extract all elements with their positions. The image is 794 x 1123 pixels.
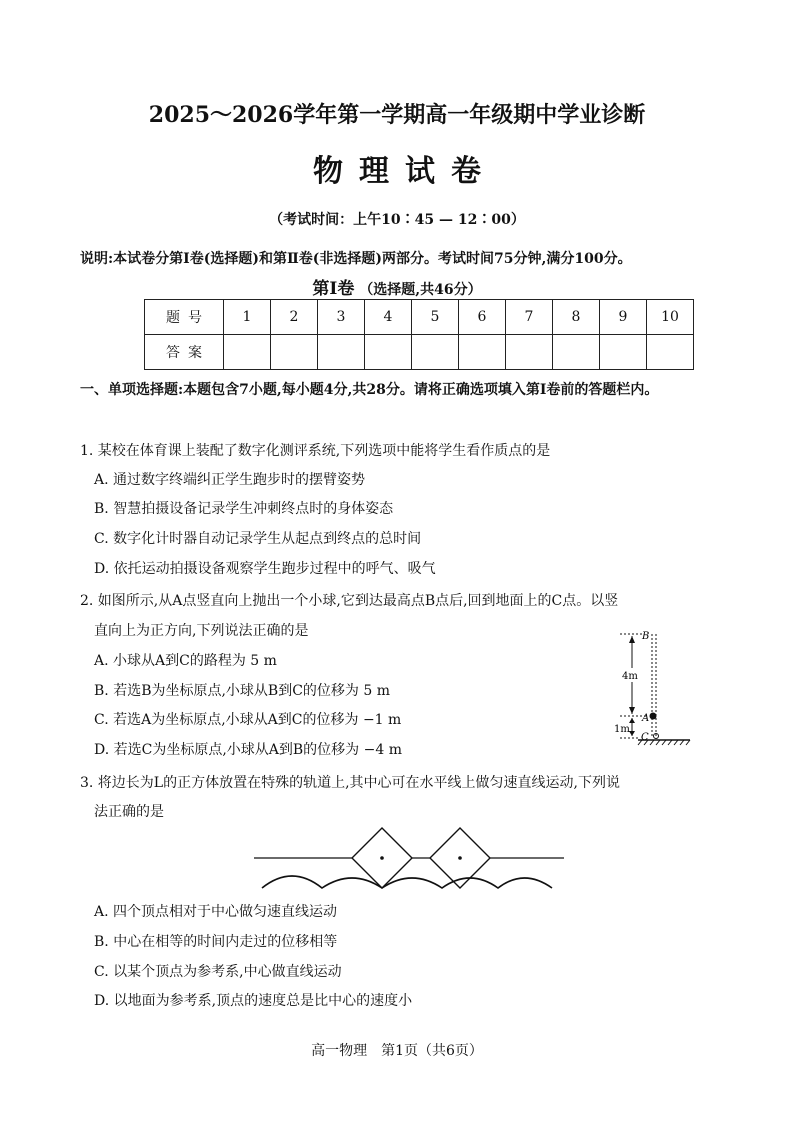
question-3-figure: [252, 826, 568, 896]
question-3-option-b: B. 中心在相等的时间内走过的位移相等: [94, 934, 338, 950]
exam-title: 2025～2026学年第一学期高一年级期中学业诊断: [148, 102, 646, 128]
number-cell: 6: [459, 300, 506, 335]
number-cell: 10: [647, 300, 694, 335]
label-a: A: [642, 713, 650, 724]
answer-cell[interactable]: [412, 335, 459, 370]
number-cell: 2: [271, 300, 318, 335]
question-2-stem-line2: 直向上为正方向,下列说法正确的是: [94, 623, 309, 639]
subject-title: 物理试卷: [313, 154, 497, 189]
number-cell: 5: [412, 300, 459, 335]
question-2-option-b: B. 若选B为坐标原点,小球从B到C的位移为 5 m: [94, 683, 391, 699]
question-3-stem: 3. 将边长为L的正方体放置在特殊的轨道上,其中心可在水平线上做匀速直线运动,下列说: [80, 775, 621, 791]
label-b: B: [642, 631, 650, 642]
ball-icon: [650, 713, 657, 720]
number-cell: 8: [553, 300, 600, 335]
question-1-option-a: A. 通过数字终端纠正学生跑步时的摆臂姿势: [94, 472, 366, 488]
label-c: C: [641, 732, 649, 743]
question-2-figure: [608, 626, 694, 750]
answer-table: [144, 299, 694, 370]
row-label-number: 题号: [145, 300, 224, 335]
question-2-option-d: D. 若选C为坐标原点,小球从A到B的位移为 −4 m: [94, 742, 402, 758]
page-footer: 高一物理 第1页（共6页）: [311, 1043, 483, 1059]
part-one-sub: （选择题,共46分）: [359, 282, 482, 298]
answer-cell[interactable]: [318, 335, 365, 370]
question-2-option-c: C. 若选A为坐标原点,小球从A到C的位移为 −1 m: [94, 712, 402, 728]
answer-cell[interactable]: [459, 335, 506, 370]
answer-cell[interactable]: [600, 335, 647, 370]
question-2-stem: 2. 如图所示,从A点竖直向上抛出一个小球,它到达最高点B点后,回到地面上的C点。以竖: [80, 593, 619, 609]
section-one-heading: 一、单项选择题:本题包含7小题,每小题4分,共28分。请将正确选项填入第Ⅰ卷前的答题栏内。: [80, 382, 659, 398]
row-label-answer: 答案: [145, 335, 224, 370]
number-cell: 9: [600, 300, 647, 335]
exam-time: （考试时间：上午10∶45 — 12∶00）: [269, 212, 525, 228]
number-cell: 1: [224, 300, 271, 335]
question-1-option-d: D. 依托运动拍摄设备观察学生跑步过程中的呼气、吸气: [94, 561, 436, 577]
question-1-stem: 1. 某校在体育课上装配了数字化测评系统,下列选项中能将学生看作质点的是: [80, 443, 551, 459]
question-3-stem-line2: 法正确的是: [94, 804, 164, 820]
label-4m: 4m: [622, 671, 638, 682]
question-2-option-a: A. 小球从A到C的路程为 5 m: [94, 653, 277, 669]
answer-table-number-row: [145, 300, 694, 335]
answer-table-answer-row: [145, 335, 694, 370]
part-one-title: [0, 274, 794, 299]
answer-cell[interactable]: [271, 335, 318, 370]
question-3-option-a: A. 四个顶点相对于中心做匀速直线运动: [94, 904, 338, 920]
answer-cell[interactable]: [224, 335, 271, 370]
instructions: 说明:本试卷分第Ⅰ卷(选择题)和第Ⅱ卷(非选择题)两部分。考试时间75分钟,满分100分。: [80, 251, 632, 267]
answer-cell[interactable]: [365, 335, 412, 370]
question-1-option-b: B. 智慧拍摄设备记录学生冲刺终点时的身体姿态: [94, 501, 394, 517]
part-one-main: 第Ⅰ卷: [312, 279, 355, 299]
answer-cell[interactable]: [647, 335, 694, 370]
question-3-option-d: D. 以地面为参考系,顶点的速度总是比中心的速度小: [94, 993, 413, 1009]
label-1m: 1m: [614, 724, 630, 735]
number-cell: 4: [365, 300, 412, 335]
question-1-option-c: C. 数字化计时器自动记录学生从起点到终点的总时间: [94, 531, 422, 547]
question-3-option-c: C. 以某个顶点为参考系,中心做直线运动: [94, 964, 342, 980]
answer-cell[interactable]: [553, 335, 600, 370]
number-cell: 3: [318, 300, 365, 335]
number-cell: 7: [506, 300, 553, 335]
answer-cell[interactable]: [506, 335, 553, 370]
